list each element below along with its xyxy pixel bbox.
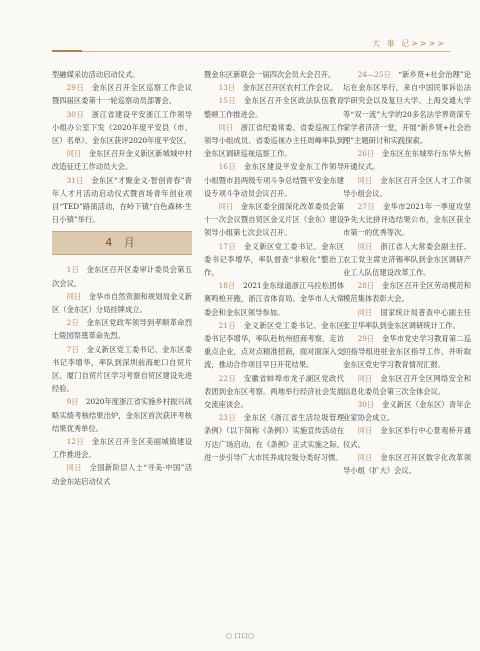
- entry-date: 同日: [66, 149, 82, 159]
- chronicle-entry: [204, 160, 344, 200]
- chronicle-entry: [52, 174, 192, 227]
- entry-date: 12日: [66, 437, 85, 447]
- chronicle-entry: [52, 316, 192, 342]
- chronicle-entry: [204, 81, 344, 94]
- entry-date: 同日: [357, 373, 373, 383]
- entry-text: 浙江省建设平安浙江工作领导小组办公室下发《2020年度平安县（市、区）名单》，金东区获评2020年度平安区。: [52, 109, 193, 146]
- entry-text: 金东区召开区数字化改革领导小组（扩大）会议。: [343, 452, 472, 476]
- chronicle-entry: [343, 68, 471, 147]
- entry-text: 金华市自然资源和规划局金义新区（金东区）分局挂牌成立。: [52, 291, 193, 315]
- column-2: [204, 68, 344, 464]
- chronicle-entry: [343, 174, 471, 200]
- entry-text: 金东区建设平安金东工作领导小组暨市县两级专项斗争总结暨平安金东建设专项斗争动员会议召开。: [204, 162, 345, 198]
- entry-text: 金义新区党工委书记、金东区委书记李增华，率队到深圳前海蛇口自贸片区、厦门自贸片区学习考察自贸区建设先进经验。: [52, 344, 192, 394]
- entry-date: 13日: [218, 83, 236, 93]
- chronicle-entry: [343, 306, 471, 332]
- entry-date: 18日: [218, 281, 236, 291]
- entry-date: 22日: [218, 373, 237, 383]
- entry-date: 29日: [357, 334, 375, 344]
- entry-text: 金东区在东城举行东华大桥开通仪式。: [343, 149, 472, 172]
- entry-text: 2021金东绿道浙江马拉松团体赛鸣枪开跑，浙江省体育局、金华市人大常委会和金东区领导参加。: [204, 281, 344, 317]
- entry-date: 1日: [66, 265, 80, 275]
- entry-text: 国家统计局普查中心副主任张卫华率队到金东区调研统计工作。: [343, 307, 472, 330]
- entry-date: 21日: [218, 320, 237, 330]
- entry-date: 15日: [218, 96, 237, 106]
- header-rule: [52, 51, 450, 52]
- chronicle-entry: [52, 147, 192, 173]
- chronicle-entry: [52, 395, 192, 435]
- chronicle-entry: [343, 147, 471, 173]
- entry-date: 2日: [66, 318, 80, 328]
- entry-date: 31日: [66, 175, 84, 185]
- entry-date: 29日: [66, 83, 85, 93]
- chronicle-entry: [343, 372, 471, 398]
- chronicle-entry: [204, 279, 344, 319]
- entry-text: 金东区召开全区美丽城镇建设工作推进会。: [52, 437, 193, 460]
- chronicle-entry: [52, 461, 192, 487]
- entry-text: 金东区召开全区劳动模范和模范集体表彰大会。: [343, 281, 472, 304]
- entry-text: 全国新阶层人士“寻美·中国”活动金东站启动仪式: [52, 463, 193, 486]
- entry-date: 同日: [218, 202, 234, 212]
- entry-date: 7日: [66, 344, 80, 354]
- chronicle-entry: [52, 68, 192, 81]
- entry-text: 金东区召开全区政法队伍教育整顿工作推进会。: [204, 96, 345, 119]
- entry-text: 金东区“才聚金义·智创青春”青年人才月活动启动仪式暨首场青年创业项目“TED”路演活动，在岭下镇“白色森林·生日小镇”举行。: [52, 175, 192, 225]
- entry-date: 17日: [218, 241, 237, 251]
- chronicle-entry: [204, 240, 344, 280]
- entry-date: 27日: [357, 202, 376, 212]
- entry-text: 金东区召开金义新区新城城中村改造征迁工作动员大会。: [52, 149, 193, 172]
- entry-text: 金义新区党工委书记、金东区委书记李增华，率队赴杭州招商考察，走访重点企业，点对点精准招商，面对面深入交流，推动合作项目早日开花结果。: [204, 320, 345, 370]
- chronicle-entry: [343, 398, 471, 424]
- chronicle-entry: [204, 411, 344, 464]
- chronicle-entry: [204, 94, 344, 120]
- entry-text: 金华市党史学习教育第二巡回指导组进驻金东区指导工作，并听取金东区党史学习教育情况汇报。: [343, 334, 472, 370]
- section-title: 大 事 记>>>>: [372, 39, 446, 48]
- month-heading: 4 月: [52, 231, 192, 255]
- entry-text: 浙江省纪委常委、省委巡视工作领导小组成员、省委巡视办主任周峰率队到金东区调研巡视巡察工作。: [204, 122, 345, 159]
- entry-text: 暨金东区新联会一届四次会员大会召开。: [204, 70, 336, 79]
- entry-text: 2020年度浙江省实施乡村振兴战略实绩考核结果出炉，金东区首次获评考核结果优秀单位。: [52, 397, 193, 433]
- entry-text: 型融媒采访活动启动仪式。: [52, 70, 140, 79]
- entry-text: 浙江省人大常委会副主任、农工党主席史济锡率队到金东区调研产业工人队伍建设改革工作。: [343, 241, 472, 278]
- column-1: [52, 68, 192, 488]
- entry-date: 同日: [66, 463, 82, 473]
- entry-text: 金东区召开区农村工作会议。: [242, 83, 338, 93]
- entry-date: 24—25日: [357, 70, 391, 79]
- entry-text: 金东区召开区委审计委员会第五次会议。: [52, 265, 192, 288]
- entry-text: 金东区《浙江省生活垃圾管理条例》（以下简称《条例》）实施宣传活动在万达广场启动，在《条例》正式实施之际，进一步引导广大市民养成垃圾分类好习惯。: [204, 413, 345, 462]
- entry-date: 30日: [66, 109, 85, 119]
- chronicle-entry: [52, 108, 192, 148]
- chronicle-entry: [52, 81, 192, 107]
- entry-date: 16日: [218, 162, 237, 172]
- entry-text: 金东区召开全区人才工作领导小组会议。: [343, 175, 472, 198]
- chronicle-entry: [52, 263, 192, 289]
- chronicle-entry: [52, 290, 192, 316]
- entry-text: 金东区举行中心景观桥开通仪式。: [343, 426, 472, 449]
- entry-text: “新乡贤+社会治理”论坛在金东区举行，来自中国民事诉讼法学研究会以及复旦大学、上海交通大学等“双一流”大学的20多名法学界资深专家学者济济一堂，开展“新乡贤+社会治理”主题研讨和实践探索。: [343, 70, 472, 146]
- entry-date: 同日: [218, 122, 234, 132]
- entry-date: 同日: [357, 307, 373, 317]
- entry-date: 23日: [218, 413, 237, 423]
- entry-date: 同日: [357, 452, 373, 462]
- chronicle-entry: [204, 319, 344, 372]
- chronicle-entry: [343, 279, 471, 305]
- entry-text: 金东区委全面深化改革委员会第十一次会议暨自贸区金义片区（金东）建设领导小组第七次会议召开。: [204, 202, 345, 238]
- entry-date: 26日: [357, 149, 375, 159]
- page-header: [0, 38, 480, 52]
- entry-text: 金东区召开全区巡察工作会议暨四届区委第十一轮巡察动员部署会。: [52, 83, 193, 106]
- column-3: [343, 68, 471, 477]
- chronicle-entry: [52, 435, 192, 461]
- entry-date: 30日: [357, 400, 375, 410]
- page-number: ○ 口口○: [225, 632, 255, 640]
- chronicle-entry: [204, 68, 344, 81]
- chronicle-entry: [343, 332, 471, 372]
- chronicle-entry: [343, 451, 471, 477]
- header-rule-accent: [52, 50, 82, 52]
- entry-text: 金华市2021年一季度攻坚争先大比拼评选结果公布，金东区获全市第一的优秀等次。: [343, 202, 472, 238]
- chronicle-entry: [343, 424, 471, 450]
- entry-date: 同日: [357, 175, 373, 185]
- entry-text: 金义新区（金东区）青年企业家协会成立。: [343, 400, 472, 423]
- entry-date: 28日: [357, 281, 375, 291]
- entry-text: 安徽省蚌埠市龙子湖区党政代表团到金东区考察。两地举行经济社会发展交流座谈会。: [204, 373, 345, 410]
- entry-date: 同日: [357, 241, 373, 251]
- entry-date: 同日: [357, 426, 373, 436]
- entry-date: 同日: [66, 291, 82, 301]
- entry-text: 金义新区党工委书记、金东区委书记李增华，率队督查“非粮化”整治工作。: [204, 241, 345, 278]
- chronicle-entry: [204, 372, 344, 412]
- chronicle-entry: [204, 121, 344, 161]
- chronicle-entry: [343, 240, 471, 280]
- entry-text: 金东区召开全区网络安全和信息化委员会第三次全体会议。: [343, 373, 472, 396]
- entry-date: 9日: [66, 397, 79, 407]
- chronicle-entry: [343, 200, 471, 240]
- chronicle-entry: [204, 200, 344, 240]
- entry-text: 金东区党政军领导到孝顺革命烈士陵园祭奠革命先烈。: [52, 318, 192, 341]
- chronicle-entry: [52, 343, 192, 396]
